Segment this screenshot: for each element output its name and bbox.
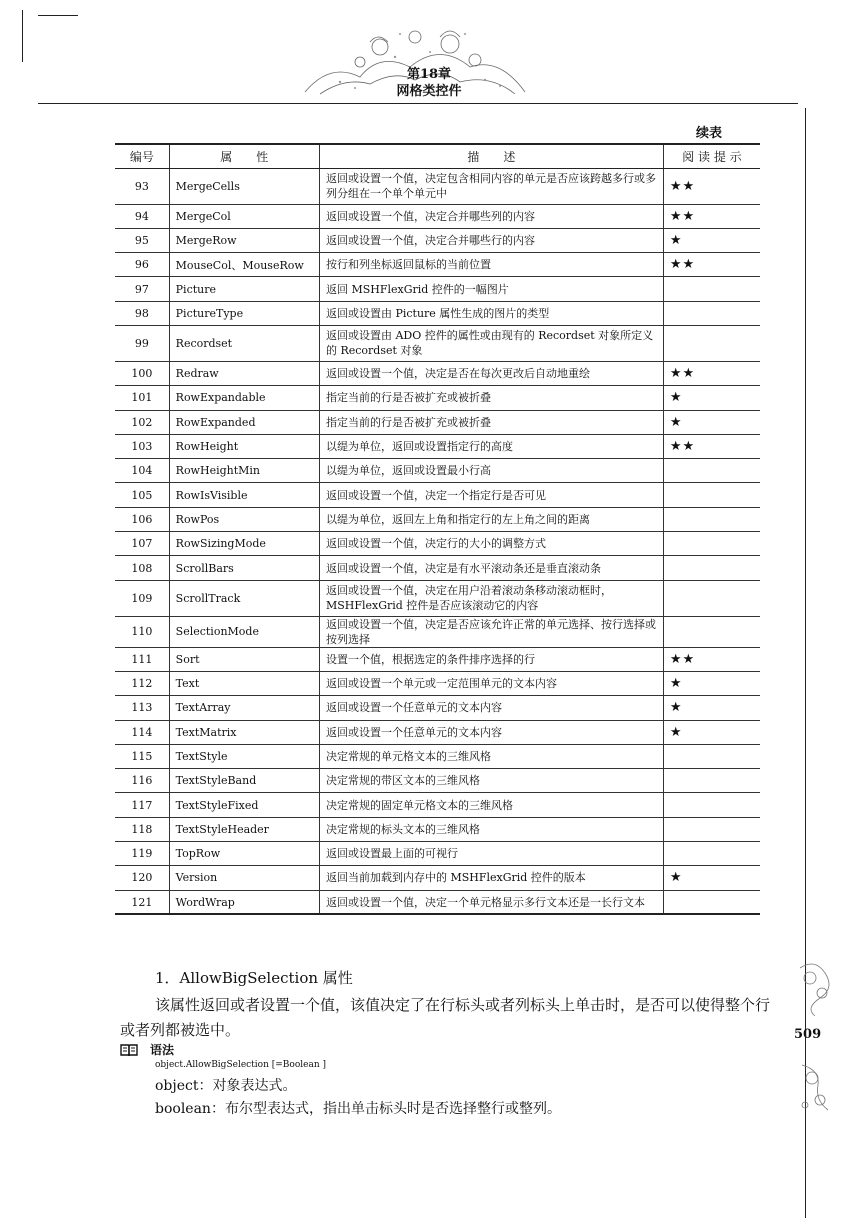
reading-rating: ★: [663, 866, 760, 890]
property-name: TextStyle: [169, 744, 319, 768]
table-row: [115, 459, 760, 483]
book-icon: [120, 1043, 138, 1057]
property-description: 以缇为单位，返回或设置指定行的高度: [319, 434, 663, 458]
table-row: [115, 277, 760, 301]
row-number: 100: [115, 361, 169, 385]
row-number: 116: [115, 769, 169, 793]
property-description: 返回或设置一个值，决定是否应该允许正常的单元选择、按行选择或按列选择: [319, 616, 663, 647]
boolean-description: boolean：布尔型表达式，指出单击标头时是否选择整行或整列。: [155, 1101, 561, 1117]
property-description: 返回或设置一个值，决定行的大小的调整方式: [319, 532, 663, 556]
property-description: 返回或设置一个值，决定是否在每次更改后自动地重绘: [319, 361, 663, 385]
property-name: Version: [169, 866, 319, 890]
property-description: 返回或设置一个任意单元的文本内容: [319, 696, 663, 720]
row-number: 95: [115, 228, 169, 252]
property-name: SelectionMode: [169, 616, 319, 647]
syntax-heading: [120, 1041, 174, 1058]
property-name: Text: [169, 671, 319, 695]
property-name: WordWrap: [169, 890, 319, 914]
corner-rule: [38, 15, 78, 16]
table-row: [115, 793, 760, 817]
reading-rating: [663, 277, 760, 301]
row-number: 102: [115, 410, 169, 434]
reading-rating: [663, 556, 760, 580]
syntax-label: 语法: [150, 1043, 175, 1057]
col-header-property: 属 性: [169, 144, 319, 168]
property-name: TopRow: [169, 842, 319, 866]
table-row: [115, 361, 760, 385]
property-name: MergeRow: [169, 228, 319, 252]
reading-rating: [663, 507, 760, 531]
property-name: RowHeightMin: [169, 459, 319, 483]
property-description: 返回或设置一个值，决定包含相同内容的单元是否应该跨越多行或多列分组在一个单个单元中: [319, 168, 663, 204]
property-name: RowPos: [169, 507, 319, 531]
table-row: [115, 325, 760, 361]
property-name: Recordset: [169, 325, 319, 361]
row-number: 98: [115, 301, 169, 325]
reading-rating: ★: [663, 410, 760, 434]
reading-rating: ★: [663, 696, 760, 720]
reading-rating: ★: [663, 386, 760, 410]
property-description: 设置一个值，根据选定的条件排序选择的行: [319, 647, 663, 671]
property-name: TextArray: [169, 696, 319, 720]
reading-rating: [663, 580, 760, 616]
row-number: 115: [115, 744, 169, 768]
chapter-title: 网格类控件: [396, 84, 462, 99]
table-header-row: [115, 144, 760, 168]
property-description: 决定常规的单元格文本的三维风格: [319, 744, 663, 768]
reading-rating: ★: [663, 228, 760, 252]
reading-rating: [663, 459, 760, 483]
property-description: 决定常规的标头文本的三维风格: [319, 817, 663, 841]
table-row: [115, 647, 760, 671]
row-number: 104: [115, 459, 169, 483]
property-description: 指定当前的行是否被扩充或被折叠: [319, 386, 663, 410]
row-number: 120: [115, 866, 169, 890]
property-name: ScrollTrack: [169, 580, 319, 616]
property-name: MergeCells: [169, 168, 319, 204]
property-name: TextMatrix: [169, 720, 319, 744]
property-description: 返回或设置由 ADO 控件的属性或由现有的 Recordset 对象所定义的 Recordset 对象: [319, 325, 663, 361]
property-description: 返回或设置一个值，决定一个指定行是否可见: [319, 483, 663, 507]
table-row: [115, 410, 760, 434]
row-number: 106: [115, 507, 169, 531]
chapter-number: 第18章: [406, 67, 452, 82]
reading-rating: ★★: [663, 361, 760, 385]
row-number: 93: [115, 168, 169, 204]
reading-rating: ★★: [663, 204, 760, 228]
table-row: [115, 769, 760, 793]
reading-rating: [663, 769, 760, 793]
property-description: 返回或设置一个值，决定合并哪些列的内容: [319, 204, 663, 228]
property-description: 返回或设置一个任意单元的文本内容: [319, 720, 663, 744]
row-number: 108: [115, 556, 169, 580]
table-row: [115, 507, 760, 531]
property-description: 以缇为单位，返回左上角和指定行的左上角之间的距离: [319, 507, 663, 531]
property-description: 返回或设置一个值，决定是有水平滚动条还是垂直滚动条: [319, 556, 663, 580]
row-number: 109: [115, 580, 169, 616]
row-number: 103: [115, 434, 169, 458]
property-description: 返回或设置由 Picture 属性生成的图片的类型: [319, 301, 663, 325]
property-name: TextStyleBand: [169, 769, 319, 793]
table-row: [115, 434, 760, 458]
col-header-number: 编号: [115, 144, 169, 168]
reading-rating: ★: [663, 720, 760, 744]
object-description: object：对象表达式。: [155, 1078, 297, 1094]
property-description: 返回 MSHFlexGrid 控件的一幅图片: [319, 277, 663, 301]
property-name: Sort: [169, 647, 319, 671]
table-row: [115, 532, 760, 556]
reading-rating: [663, 842, 760, 866]
table-row: [115, 483, 760, 507]
property-name: TextStyleFixed: [169, 793, 319, 817]
margin-ornament-top: [790, 958, 840, 1018]
margin-ornament-bottom: [790, 1060, 840, 1120]
reading-rating: ★★: [663, 434, 760, 458]
property-name: RowSizingMode: [169, 532, 319, 556]
table-row: [115, 616, 760, 647]
table-row: [115, 253, 760, 277]
row-number: 113: [115, 696, 169, 720]
property-name: PictureType: [169, 301, 319, 325]
page-number: 509: [794, 1027, 822, 1042]
property-description: 返回当前加载到内存中的 MSHFlexGrid 控件的版本: [319, 866, 663, 890]
property-name: RowHeight: [169, 434, 319, 458]
property-name: MergeCol: [169, 204, 319, 228]
reading-rating: ★: [663, 671, 760, 695]
reading-rating: [663, 890, 760, 914]
table-row: [115, 744, 760, 768]
header-rule: [38, 103, 798, 104]
reading-rating: ★★: [663, 253, 760, 277]
row-number: 117: [115, 793, 169, 817]
property-description: 返回或设置最上面的可视行: [319, 842, 663, 866]
table-row: [115, 890, 760, 914]
reading-rating: [663, 616, 760, 647]
row-number: 121: [115, 890, 169, 914]
table-row: [115, 228, 760, 252]
row-number: 105: [115, 483, 169, 507]
table-row: [115, 168, 760, 204]
property-description: 按行和列坐标返回鼠标的当前位置: [319, 253, 663, 277]
reading-rating: [663, 325, 760, 361]
property-description: 决定常规的固定单元格文本的三维风格: [319, 793, 663, 817]
reading-rating: ★★: [663, 168, 760, 204]
reading-rating: [663, 744, 760, 768]
property-name: RowExpandable: [169, 386, 319, 410]
property-description: 返回或设置一个值，决定在用户沿着滚动条移动滚动框时，MSHFlexGrid 控件是否应该滚动它的内容: [319, 580, 663, 616]
table-row: [115, 301, 760, 325]
reading-rating: [663, 817, 760, 841]
row-number: 112: [115, 671, 169, 695]
table-row: [115, 817, 760, 841]
edge-rule: [805, 108, 806, 1218]
reading-rating: [663, 301, 760, 325]
col-header-rating: 阅 读 提 示: [663, 144, 760, 168]
table-row: [115, 556, 760, 580]
row-number: 111: [115, 647, 169, 671]
property-description: 返回或设置一个值，决定一个单元格显示多行文本还是一长行文本: [319, 890, 663, 914]
property-description: 返回或设置一个值，决定合并哪些行的内容: [319, 228, 663, 252]
row-number: 118: [115, 817, 169, 841]
col-header-description: 描 述: [319, 144, 663, 168]
row-number: 114: [115, 720, 169, 744]
reading-rating: [663, 483, 760, 507]
table-row: [115, 671, 760, 695]
row-number: 97: [115, 277, 169, 301]
property-description: 以缇为单位，返回或设置最小行高: [319, 459, 663, 483]
row-number: 94: [115, 204, 169, 228]
section-title: 1．AllowBigSelection 属性: [155, 969, 353, 987]
table-row: [115, 204, 760, 228]
property-name: ScrollBars: [169, 556, 319, 580]
property-name: RowExpanded: [169, 410, 319, 434]
property-table: [115, 143, 760, 915]
property-name: MouseCol、MouseRow: [169, 253, 319, 277]
property-description: 决定常规的带区文本的三维风格: [319, 769, 663, 793]
table-row: [115, 842, 760, 866]
table-row: [115, 866, 760, 890]
reading-rating: [663, 793, 760, 817]
section-paragraph: 该属性返回或者设置一个值，该值决定了在行标头或者列标头上单击时，是否可以使得整个行或者列都被选中。: [120, 996, 771, 1039]
row-number: 110: [115, 616, 169, 647]
property-name: RowIsVisible: [169, 483, 319, 507]
property-name: TextStyleHeader: [169, 817, 319, 841]
row-number: 107: [115, 532, 169, 556]
property-description: 返回或设置一个单元或一定范围单元的文本内容: [319, 671, 663, 695]
table-row: [115, 696, 760, 720]
property-name: Picture: [169, 277, 319, 301]
row-number: 96: [115, 253, 169, 277]
property-description: 指定当前的行是否被扩充或被折叠: [319, 410, 663, 434]
row-number: 99: [115, 325, 169, 361]
reading-rating: ★★: [663, 647, 760, 671]
syntax-code: object.AllowBigSelection [=Boolean ]: [155, 1060, 326, 1070]
table-row: [115, 386, 760, 410]
table-row: [115, 720, 760, 744]
margin-rule: [22, 10, 23, 62]
property-name: Redraw: [169, 361, 319, 385]
continued-label: 续表: [696, 126, 723, 141]
row-number: 119: [115, 842, 169, 866]
table-row: [115, 580, 760, 616]
reading-rating: [663, 532, 760, 556]
row-number: 101: [115, 386, 169, 410]
